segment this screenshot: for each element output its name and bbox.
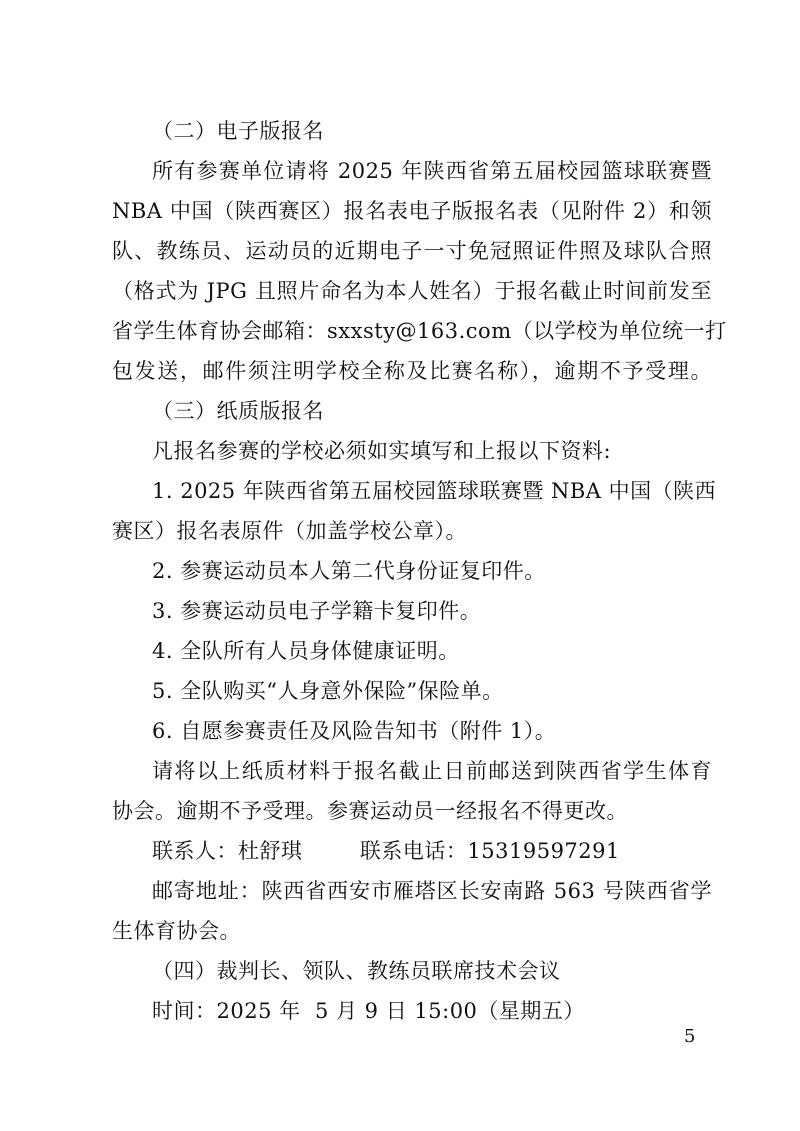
section-heading-electronic-registration: （二）电子版报名 [152,119,324,143]
section-heading-paper-registration: （三）纸质版报名 [152,399,324,423]
list-item-6: 6. 自愿参赛责任及风险告知书（附件 1）。 [152,719,557,743]
list-item-4: 4. 全队所有人员身体健康证明。 [152,639,460,663]
mailing-address-continuation: 生体育协会。 [112,919,241,943]
paragraph-line: 包发送，邮件须注明学校全称及比赛名称），逾期不予受理。 [112,359,712,383]
paragraph-line: 所有参赛单位请将 2025 年陕西省第五届校园篮球联赛暨 [152,159,712,183]
list-item-1-continuation: 赛区）报名表原件（加盖学校公章）。 [112,519,467,543]
page-number: 5 [684,1026,696,1047]
mailing-address: 邮寄地址：陕西省西安市雁塔区长安南路 563 号陕西省学 [152,879,712,903]
paper-registration-intro: 凡报名参赛的学校必须如实填写和上报以下资料: [152,439,612,463]
paragraph-line: （格式为 JPG 且照片命名为本人姓名）于报名截止时间前发至 [112,279,712,303]
closing-line: 请将以上纸质材料于报名截止日前邮送到陕西省学生体育 [152,759,712,783]
list-item-3: 3. 参赛运动员电子学籍卡复印件。 [152,599,482,623]
list-item-2: 2. 参赛运动员本人第二代身份证复印件。 [152,559,546,583]
meeting-time: 时间：2025 年 5 月 9 日 15:00（星期五） [152,999,585,1023]
paragraph-line: NBA 中国（陕西赛区）报名表电子版报名表（见附件 2）和领 [112,199,712,223]
contact-info: 联系人：杜舒琪 联系电话：15319597291 [152,839,620,863]
list-item-1: 1. 2025 年陕西省第五届校园篮球联赛暨 NBA 中国（陕西 [152,479,717,503]
closing-line: 协会。逾期不予受理。参赛运动员一经报名不得更改。 [112,799,628,823]
paragraph-line-email: 省学生体育协会邮箱：sxxsty@163.com（以学校为单位统一打 [112,319,727,343]
paragraph-line: 队、教练员、运动员的近期电子一寸免冠照证件照及球队合照 [112,239,712,263]
list-item-5: 5. 全队购买“人身意外保险”保险单。 [152,679,504,703]
section-heading-technical-meeting: （四）裁判长、领队、教练员联席技术会议 [152,959,561,983]
